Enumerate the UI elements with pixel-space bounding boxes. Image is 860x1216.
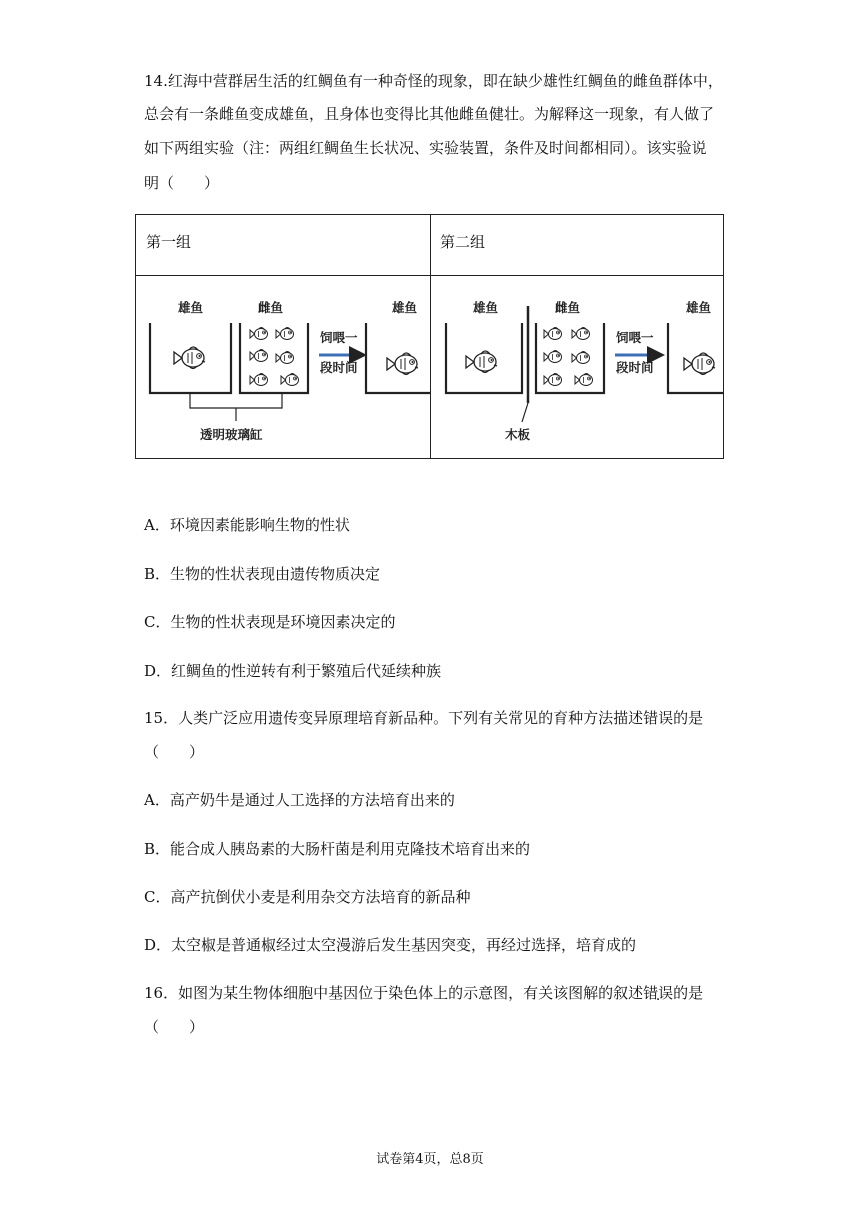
group1-header: 第一组 bbox=[146, 233, 192, 251]
group2-female-fish-icon bbox=[544, 374, 562, 386]
page-footer: 试卷第4页，总8页 bbox=[376, 1152, 484, 1167]
group1-male-after-label: 雄鱼 bbox=[392, 300, 418, 315]
experiment-table bbox=[135, 214, 724, 459]
q15-option-a: A．高产奶牛是通过人工选择的方法培育出来的 bbox=[144, 791, 455, 809]
experiment-diagram bbox=[136, 276, 723, 459]
group2-female-fish-icon bbox=[544, 328, 562, 340]
group2-arrow-label-1: 饲喂一 bbox=[616, 330, 654, 345]
q16-stem-line-2: （ ） bbox=[144, 1018, 205, 1036]
group2-female-label: 雌鱼 bbox=[555, 300, 581, 315]
group2-header: 第二组 bbox=[440, 233, 486, 251]
group2-male-label: 雄鱼 bbox=[473, 300, 499, 315]
group1-male-fish-icon bbox=[174, 347, 205, 369]
q14-stem-line-1: 14.红海中营群居生活的红鲷鱼有一种奇怪的现象，即在缺少雄性红鲷鱼的雌鱼群体中， bbox=[144, 72, 723, 90]
q15-option-c: C．高产抗倒伏小麦是利用杂交方法培育的新品种 bbox=[144, 888, 471, 906]
group2-arrow-label-2: 段时间 bbox=[616, 360, 654, 375]
group2-female-fish-icon bbox=[572, 328, 590, 340]
group2-male-after-label: 雄鱼 bbox=[686, 300, 712, 315]
q15-stem-line-1: 15．人类广泛应用遗传变异原理培育新品种。下列有关常见的育种方法描述错误的是 bbox=[144, 709, 704, 727]
group1-male-label: 雄鱼 bbox=[178, 300, 204, 315]
q14-stem-line-4: 明（ ） bbox=[144, 174, 220, 192]
q14-option-c: C．生物的性状表现是环境因素决定的 bbox=[144, 613, 396, 631]
group1-female-fish-icon bbox=[276, 352, 294, 364]
group1-tank-pointer bbox=[190, 393, 282, 421]
group1-female-label: 雌鱼 bbox=[258, 300, 284, 315]
group2-result-fish-icon bbox=[684, 353, 715, 375]
q15-option-b: B．能合成人胰岛素的大肠杆菌是利用克隆技术培育出来的 bbox=[144, 840, 531, 858]
group1-female-fish-icon bbox=[281, 374, 299, 386]
q16-stem-main: 16．如图为某生物体细胞中基因位于染色体上的示意图，有关该图解的叙述 bbox=[144, 984, 644, 1002]
q14-stem-line-3: 如下两组实验（注：两组红鲷鱼生长状况、实验装置，条件及时间都相同）。该实验说 bbox=[144, 139, 707, 157]
q14-option-a: A．环境因素能影响生物的性状 bbox=[144, 516, 350, 534]
group1-female-fish-icon bbox=[250, 328, 268, 340]
group1-female-fish-icon bbox=[250, 374, 268, 386]
q15-option-d: D．太空椒是普通椒经过太空漫游后发生基因突变，再经过选择，培育成的 bbox=[144, 936, 637, 954]
group1-arrow-label-2: 段时间 bbox=[320, 360, 358, 375]
group2-board-label: 木板 bbox=[505, 427, 531, 442]
q14-stem-line-2: 总会有一条雌鱼变成雄鱼，且身体也变得比其他雌鱼健壮。为解释这一现象，有人做了 bbox=[144, 105, 715, 123]
q15-stem-line-2: （ ） bbox=[144, 743, 205, 761]
group1-female-fish-icon bbox=[276, 328, 294, 340]
q16-stem-line-1 bbox=[144, 983, 703, 1003]
q14-option-b: B．生物的性状表现由遗传物质决定 bbox=[144, 565, 381, 583]
group2-female-fish-icon bbox=[544, 351, 562, 363]
q16-stem-tail: 的是 bbox=[673, 984, 704, 1002]
group1-female-fish-icon bbox=[250, 350, 268, 362]
group2-female-fish-icon bbox=[572, 352, 590, 364]
group2-board-pointer bbox=[522, 403, 528, 422]
group2-female-fish-icon bbox=[575, 374, 593, 386]
group1-tank-label: 透明玻璃缸 bbox=[200, 427, 263, 442]
group2-male-fish-icon bbox=[466, 351, 497, 373]
q14-option-d: D．红鲷鱼的性逆转有利于繁殖后代延续种族 bbox=[144, 662, 442, 680]
group1-result-fish-icon bbox=[387, 353, 418, 375]
q16-emphasis: 错误 bbox=[643, 984, 674, 1002]
group1-arrow-label-1: 饲喂一 bbox=[320, 330, 358, 345]
